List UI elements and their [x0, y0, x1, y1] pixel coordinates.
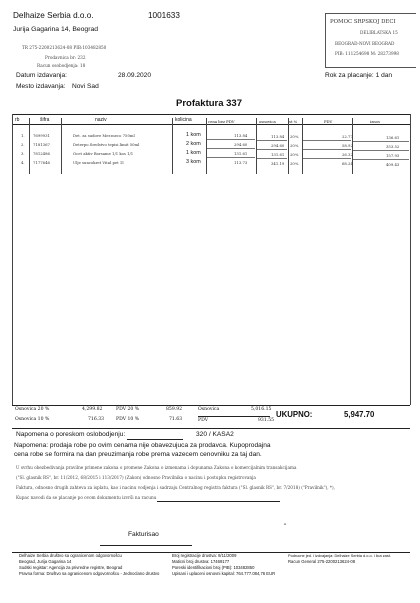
cell-iznos: 353.52 [386, 144, 400, 149]
cell-underline [207, 157, 255, 158]
cell-osnovica: 294.60 [271, 143, 285, 148]
ukupno-value: 5,947.70 [344, 410, 375, 419]
cell-pdv: 26.32 [342, 152, 353, 157]
pdv20-value: 859.92 [166, 407, 183, 412]
osnovica10-label: Osnovica 10 % [15, 417, 50, 422]
napomena-underline [127, 439, 183, 440]
header-iznos: iznos [370, 119, 380, 124]
osnovica10-value: 716.33 [88, 417, 105, 422]
cell-stopa: 20% [290, 134, 299, 139]
seller-tr: TR 275-2200213624-08 PIB:103482850 [22, 45, 107, 50]
totals-bottom-line [12, 428, 410, 429]
cell-rb: 4. [21, 160, 25, 165]
footer-text: Delhaize Serbia društvo sa ogranicenom odgovornošcu [19, 553, 122, 558]
signature-mark: " [284, 524, 287, 530]
cell-naziv: Ocet aktiv Borsame 1/1 kos 1/1 [73, 151, 134, 156]
napomena-label: Napomena o poreskom oslobodjenju: [16, 431, 126, 438]
cell-osnovica: 113.84 [271, 134, 285, 139]
col-divider [288, 118, 289, 174]
cell-underline [303, 140, 351, 141]
cell-pdv: 22.77 [342, 134, 353, 139]
napomena-line2: cena robe se formira na dan preuzimanja robe prema vazecem cenovniku za taj dan. [14, 451, 262, 458]
pdv10-label: PDV 10 % [116, 417, 140, 422]
footer-text: Sudski registar: Agencija za privredne registre, Beograd [19, 565, 123, 570]
cell-underline [207, 148, 255, 149]
seller-address: Jurija Gagarina 14, Beograd [13, 26, 99, 33]
cell-osnovica: 341.19 [271, 161, 285, 166]
col-divider [256, 118, 257, 174]
cell-naziv: Ulje suncokret Vital pet 1l [73, 160, 124, 165]
col-divider [29, 118, 30, 174]
cell-kolicina: 1 kom [186, 150, 201, 156]
table-bottom-line [12, 405, 410, 406]
cell-underline [353, 150, 409, 151]
seller-name: Delhaize Serbia d.o.o. [13, 11, 94, 20]
osnovica-value: 5,016.15 [251, 407, 272, 412]
footer-text: Beograd, Jurija Gagarina 14 [19, 559, 72, 564]
cell-underline [257, 158, 287, 159]
buyer-city: BEOGRAD-NOVI BEOGRAD [335, 41, 395, 46]
header-stopa: st % [289, 119, 298, 124]
cell-underline [303, 158, 351, 159]
footer-text: Upisani i uplaceni osnovni kapital: 764.777.084,76 EUR [172, 571, 276, 576]
header-sifra: šifra [40, 117, 50, 123]
cell-pdv: 58.92 [342, 143, 353, 148]
buyer-street: DELIBLATSKA 15 [360, 30, 398, 35]
seller-prodavnica: Prodavnica br: 232 [45, 55, 86, 60]
cell-stopa: 20% [290, 152, 299, 157]
cell-underline [353, 141, 409, 142]
cell-iznos: 157.93 [386, 153, 400, 158]
header-kolicina: kolicina [175, 117, 192, 123]
cell-pdv: 68.24 [342, 161, 353, 166]
legal-line2: ("Sl. glasnik RS", br. 11/2012, 68/2015 i 113/2017) (Zakon) odnosno Pravilnika o nacinu i postupku registrovanja [16, 475, 256, 480]
osnovica-label: Osnovica [198, 407, 220, 412]
cell-rb: 2. [21, 142, 25, 147]
table-header-line [12, 124, 410, 125]
pdv10-value: 71.63 [169, 417, 183, 422]
col-divider [302, 118, 303, 174]
seller-number: 1001633 [148, 11, 180, 20]
header-cena: cena bez PDV [208, 119, 235, 124]
cell-naziv: Deterpo.Sredstvo tepisi.limit 50ml [73, 142, 140, 147]
table-right-border [410, 114, 411, 405]
cell-cena: 294.60 [234, 142, 248, 147]
cell-kolicina: 2 kom [186, 141, 201, 147]
totals-divider [198, 416, 270, 417]
col-divider [61, 118, 62, 174]
cell-iznos: 136.61 [386, 135, 400, 140]
cell-kolicina: 1 kom [186, 132, 201, 138]
header-naziv: naziv [95, 117, 107, 123]
cell-stopa: 20% [290, 143, 299, 148]
osnovica20-value: 4,299.82 [82, 407, 103, 412]
col-divider [172, 118, 173, 174]
cell-underline [353, 159, 409, 160]
napomena-line1: Napomena: prodaja robe po ovim cenama nije obavezujuca za prodavca. Kupoprodajna [14, 442, 271, 449]
buyer-name: POMOC SRPSKOJ DECI [330, 19, 396, 25]
cell-kolicina: 3 kom [186, 159, 201, 165]
cell-sifra: 7177646 [33, 160, 50, 165]
kasa: 320 / KASA2 [196, 431, 234, 438]
cell-cena: 113.84 [234, 133, 248, 138]
cell-naziv: Det. za sudove Mer.meco 750ml [73, 133, 135, 138]
seller-racun: Racun osobodjenja: 18 [37, 63, 86, 68]
legal-line1: U svrhu obezbedivanja pravilne primene zakona o promene Zakona o izmenama i dopunama Zakona o komercijalnim transakcijama [16, 465, 297, 470]
cell-sifra: 7181367 [33, 142, 50, 147]
pdv-value: 931.55 [258, 418, 275, 423]
buyer-pib: PIB: 111254698 M: 28273998 [335, 51, 399, 56]
datum-label: Datum izdavanja: [16, 72, 67, 79]
fakturisao-label: Fakturisao [128, 531, 159, 538]
pdv-label: PDV [198, 418, 209, 423]
cell-osnovica: 131.61 [271, 152, 285, 157]
header-osnovica: osnovica [259, 119, 276, 124]
table-left-border [12, 114, 13, 405]
footer-text: Racun General 275-2200213624-08 [288, 559, 356, 564]
mesto-value: Novi Sad [72, 83, 99, 90]
footer-text: Podrucne jed. i izdvajanja: Delhaize Serbia d.o.o. i lica zast. [288, 553, 391, 558]
cell-underline [257, 140, 287, 141]
rok-placanja: Rok za placanje: 1 dan [325, 72, 393, 79]
cell-rb: 1. [21, 133, 25, 138]
cell-rb: 3. [21, 151, 25, 156]
cell-underline [303, 149, 351, 150]
document-title: Profaktura 337 [176, 98, 243, 109]
cell-underline [257, 149, 287, 150]
cell-iznos: 409.43 [386, 162, 400, 167]
footer-text: Maticni broj drustva: 17469177 [172, 559, 230, 564]
footer-text: Broj registracije drustva: 8/11/2009 [172, 553, 237, 558]
header-pdv: PDV [324, 119, 333, 124]
cell-sifra: 7699931 [33, 133, 50, 138]
cell-underline [207, 139, 255, 140]
cell-cena: 131.61 [234, 151, 248, 156]
footer-text: Poreski identifikacioni broj (PIB): 103482850 [172, 565, 255, 570]
col-divider [206, 118, 207, 174]
header-rb: rb [15, 117, 20, 123]
racun-underline [157, 501, 280, 502]
pdv20-label: PDV 20 % [116, 407, 140, 412]
legal-line3: Faktura, odnosno drugih zahteva za isplatu, kao i nacinu vodjenja i sadrzaju Centralnog registra faktura ("Sl. glasnik RS", br. 7/2018) ("Pravilnik"), *), [16, 485, 335, 490]
cell-cena: 113.73 [234, 160, 248, 165]
footer-text: Pravna forma: Društvo sa ogranicenom odgovornošcu - Jednoclano drustvo [19, 571, 160, 576]
osnovica20-label: Osnovica 20 % [15, 407, 50, 412]
cell-stopa: 20% [290, 161, 299, 166]
cell-sifra: 7812486 [33, 151, 50, 156]
legal-line4: Kupac navodi da se placanje po ovom dokumentu izvrši na racunu [16, 495, 157, 500]
datum-value: 28.09.2020 [118, 72, 152, 79]
table-top-line [12, 114, 410, 115]
ukupno-label: UKUPNO: [276, 410, 313, 419]
signature-line [100, 545, 192, 546]
mesto-label: Mesto izdavanja: [16, 83, 66, 90]
